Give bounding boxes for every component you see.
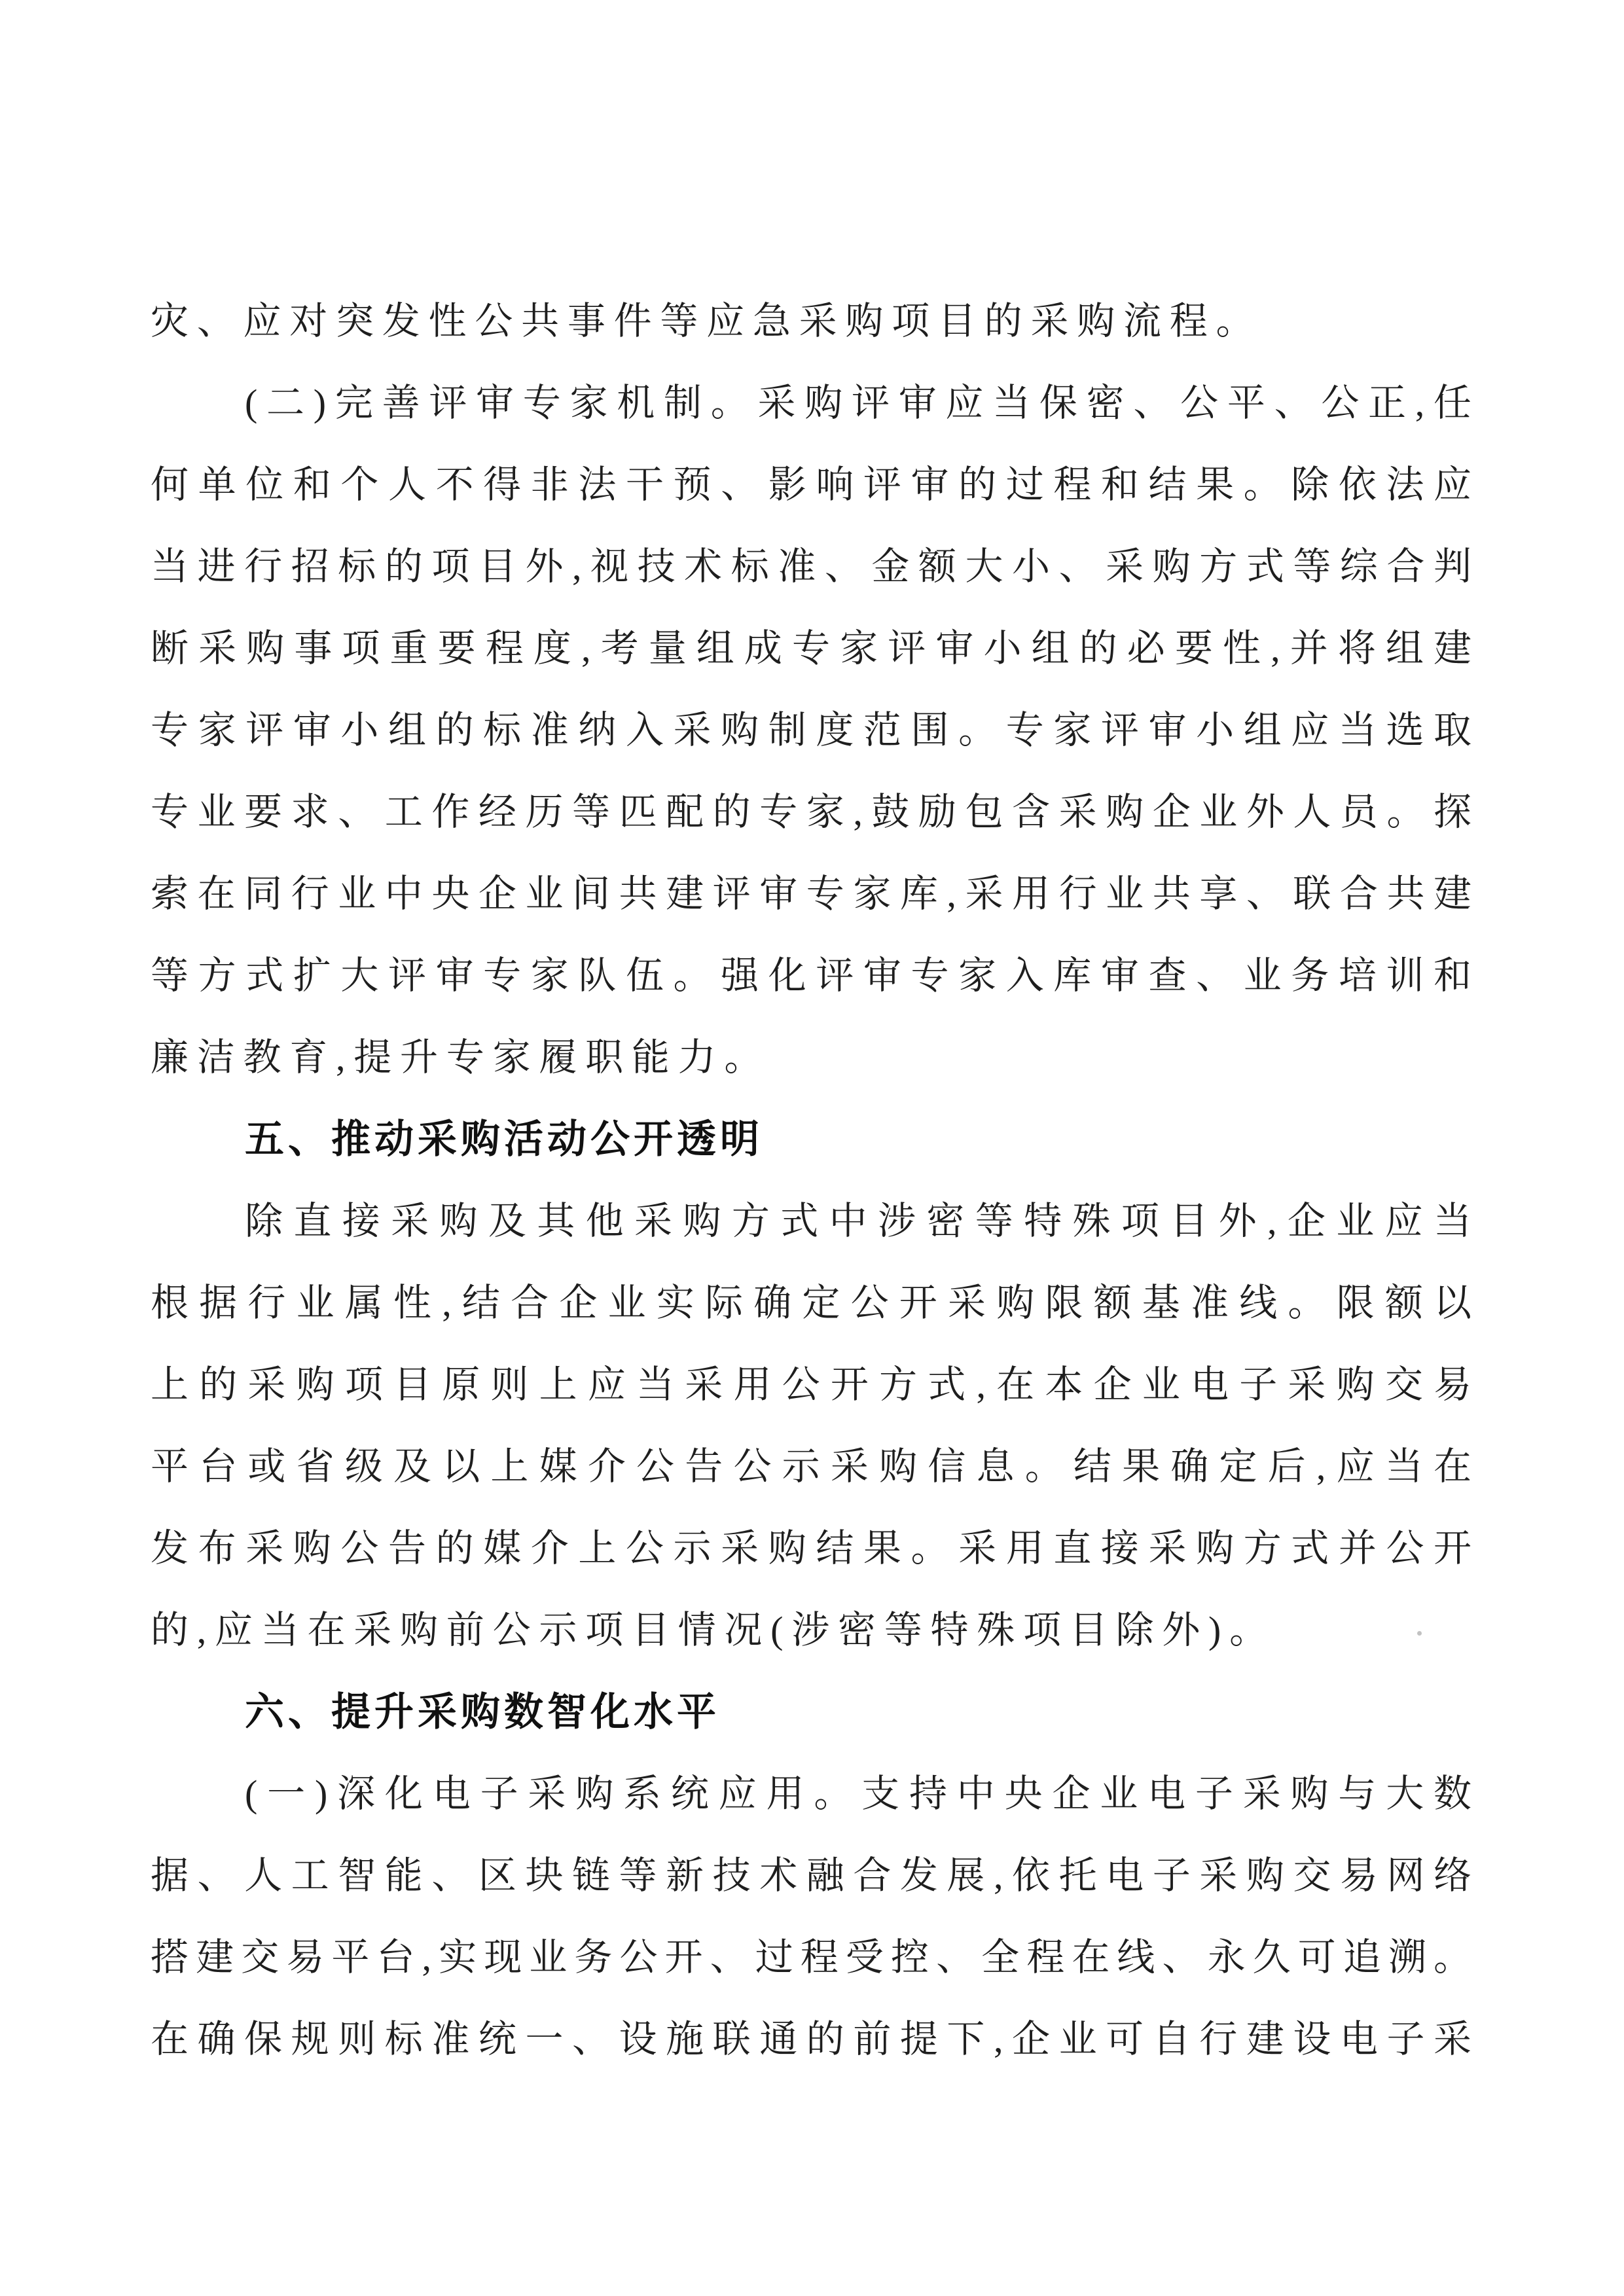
- paragraph-line: 在确保规则标准统一、设施联通的前提下,企业可自行建设电子采: [151, 2018, 1476, 2060]
- paragraph-line: 发布采购公告的媒介上公示采购结果。采用直接采购方式并公开: [151, 1527, 1476, 1570]
- paragraph-end-line: 的,应当在采购前公示项目情况(涉密等特殊项目除外)。: [151, 1609, 1276, 1651]
- scan-speckle: [1350, 1954, 1353, 1958]
- paragraph-line: 上的采购项目原则上应当采用公开方式,在本企业电子采购交易: [151, 1363, 1476, 1406]
- paragraph-continuation-line: 灾、应对突发性公共事件等应急采购项目的采购流程。: [151, 300, 1263, 342]
- document-text-block: [151, 280, 1476, 2080]
- scan-speckle: [1417, 1631, 1422, 1636]
- paragraph-line: (一)深化电子采购系统应用。支持中央企业电子采购与大数: [245, 1772, 1476, 1815]
- paragraph-line: 除直接采购及其他采购方式中涉密等特殊项目外,企业应当: [245, 1200, 1476, 1242]
- paragraph-line: 等方式扩大评审专家队伍。强化评审专家入库审查、业务培训和: [151, 954, 1476, 997]
- paragraph-line: (二)完善评审专家机制。采购评审应当保密、公平、公正,任: [245, 382, 1476, 424]
- paragraph-line: 专业要求、工作经历等匹配的专家,鼓励包含采购企业外人员。探: [151, 791, 1476, 833]
- paragraph-line: 平台或省级及以上媒介公告公示采购信息。结果确定后,应当在: [151, 1445, 1476, 1488]
- paragraph-line: 搭建交易平台,实现业务公开、过程受控、全程在线、永久可追溯。: [151, 1936, 1476, 1979]
- paragraph-line: 专家评审小组的标准纳入采购制度范围。专家评审小组应当选取: [151, 709, 1476, 751]
- paragraph-end-line: 廉洁教育,提升专家履职能力。: [151, 1036, 771, 1079]
- section-heading-5: 五、推动采购活动公开透明: [245, 1117, 763, 1161]
- paragraph-line: 索在同行业中央企业间共建评审专家库,采用行业共享、联合共建: [151, 872, 1476, 915]
- paragraph-line: 据、人工智能、区块链等新技术融合发展,依托电子采购交易网络: [151, 1854, 1476, 1897]
- paragraph-line: 根据行业属性,结合企业实际确定公开采购限额基准线。限额以: [151, 1282, 1476, 1324]
- paragraph-line: 何单位和个人不得非法干预、影响评审的过程和结果。除依法应: [151, 463, 1476, 506]
- section-heading-6: 六、提升采购数智化水平: [245, 1690, 720, 1734]
- paragraph-line: 当进行招标的项目外,视技术标准、金额大小、采购方式等综合判: [151, 545, 1476, 588]
- paragraph-line: 断采购事项重要程度,考量组成专家评审小组的必要性,并将组建: [151, 627, 1476, 670]
